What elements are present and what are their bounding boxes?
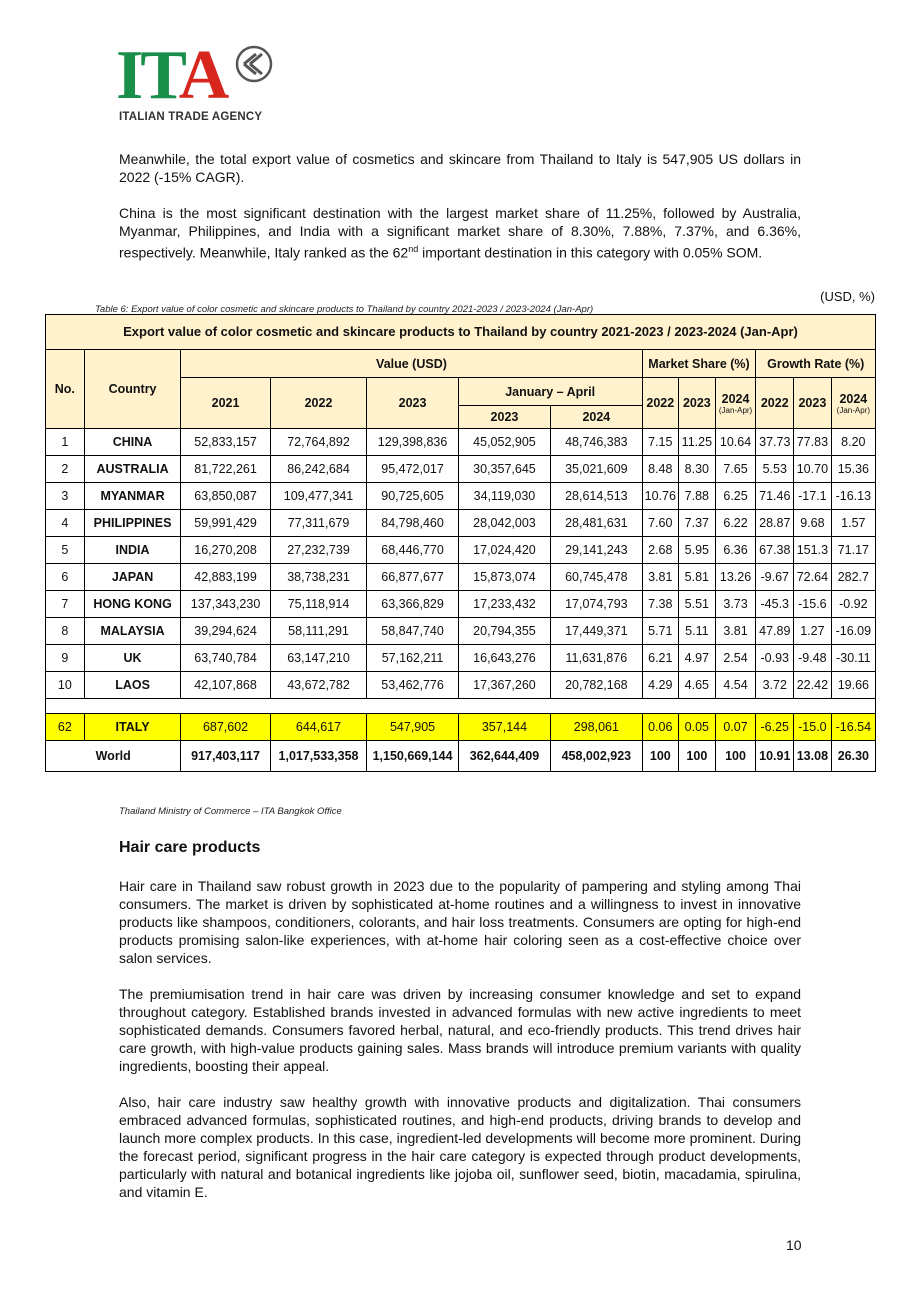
cell-country: ITALY — [84, 714, 181, 741]
cell-ms2022: 2.68 — [642, 537, 679, 564]
hair-paragraph-1: Hair care in Thailand saw robust growth in 2023 due to the popularity of pampering and styling among Thai consumers. The market is driven by sophisticated at-home routines and a willingness to invest in innovative products like shampoos, conditioners, colorants, and hair loss treatments. Consumers are opting for high-end products promising salon-like experiences, with at-home hair coloring seen as a cost-effective choice over salon services. — [119, 878, 801, 966]
cell-country: LAOS — [84, 672, 181, 699]
cell-ja2023: 17,024,420 — [458, 537, 550, 564]
cell-gr2023: 72.64 — [794, 564, 832, 591]
cell-ja2023: 17,367,260 — [458, 672, 550, 699]
cell-country: INDIA — [84, 537, 181, 564]
table-row — [46, 483, 876, 510]
cell-ms2024: 7.65 — [715, 456, 756, 483]
cell-ms2022: 3.81 — [642, 564, 679, 591]
cell-ms2023: 5.95 — [679, 537, 716, 564]
cell-gr2024: 71.17 — [831, 537, 875, 564]
header-gr-2023: 2023 — [794, 378, 832, 429]
table-row — [46, 564, 876, 591]
header-2022: 2022 — [270, 378, 367, 429]
table-row — [46, 645, 876, 672]
table-row-world — [46, 741, 876, 772]
cell-gr2023: 77.83 — [794, 429, 832, 456]
page-number: 10 — [786, 1237, 802, 1253]
header-ms-2024: 2024 (Jan-Apr) — [715, 378, 756, 429]
header-ja-2023: 2023 — [458, 406, 550, 429]
cell-ms2024: 6.36 — [715, 537, 756, 564]
cell-gr2023: 151.3 — [794, 537, 832, 564]
cell-ja2024: 48,746,383 — [551, 429, 642, 456]
cell-ms2024: 3.73 — [715, 591, 756, 618]
table-row — [46, 537, 876, 564]
cell-country: PHILIPPINES — [84, 510, 181, 537]
cell-gr2024: 8.20 — [831, 429, 875, 456]
cell-ms2024: 2.54 — [715, 645, 756, 672]
cell-v2023: 90,725,605 — [367, 483, 458, 510]
cell-gr2022: -0.93 — [756, 645, 794, 672]
cell-gr2024: 15.36 — [831, 456, 875, 483]
cell-v2021: 81,722,261 — [181, 456, 270, 483]
cell-no: 1 — [46, 429, 85, 456]
header-market-share: Market Share (%) — [642, 350, 756, 378]
cell-gr2023: 10.70 — [794, 456, 832, 483]
cell-no: 62 — [46, 714, 85, 741]
intro-paragraph-2: China is the most significant destination with the largest market share of 11.25%, followed by Australia, Myanmar, Philippines, and India with a significant market share of 8.30%, 7.88%, 7.37%, and 6.36%, respectively. Meanwhile, Italy ranked as the 62nd important destination in this category with 0.05% SOM. — [119, 205, 801, 261]
cell-v2022: 58,111,291 — [270, 618, 367, 645]
cell-ja2024: 28,481,631 — [551, 510, 642, 537]
logo-subtitle: ITALIAN TRADE AGENCY — [119, 111, 263, 123]
cell-no: 10 — [46, 672, 85, 699]
header-country: Country — [84, 350, 181, 429]
cell-gr2023: -17.1 — [794, 483, 832, 510]
intro-paragraph-1: Meanwhile, the total export value of cosmetics and skincare from Thailand to Italy is 547,905 US dollars in 2022 (-15% CAGR). — [119, 151, 801, 185]
cell-ms2023: 5.81 — [679, 564, 716, 591]
table-row — [46, 510, 876, 537]
table-body — [46, 429, 876, 699]
cell-gr2024: 282.7 — [831, 564, 875, 591]
cell-ja2023: 357,144 — [458, 714, 550, 741]
cell-ms2023: 100 — [679, 741, 716, 772]
cell-ja2023: 17,233,432 — [458, 591, 550, 618]
cell-v2022: 38,738,231 — [270, 564, 367, 591]
cell-ja2024: 60,745,478 — [551, 564, 642, 591]
logo-letters: ITA — [116, 38, 227, 114]
cell-gr2022: 5.53 — [756, 456, 794, 483]
cell-ja2023: 362,644,409 — [458, 741, 550, 772]
cell-gr2022: -6.25 — [756, 714, 794, 741]
cell-v2021: 16,270,208 — [181, 537, 270, 564]
cell-no: 5 — [46, 537, 85, 564]
cell-v2022: 75,118,914 — [270, 591, 367, 618]
cell-gr2022: 28.87 — [756, 510, 794, 537]
cell-gr2022: 37.73 — [756, 429, 794, 456]
cell-v2023: 547,905 — [367, 714, 458, 741]
table-row — [46, 429, 876, 456]
section-heading: Hair care products — [119, 839, 261, 856]
cell-v2022: 72,764,892 — [270, 429, 367, 456]
cell-ja2024: 298,061 — [551, 714, 642, 741]
cell-ms2023: 0.05 — [679, 714, 716, 741]
header-no: No. — [46, 350, 85, 429]
cell-v2022: 63,147,210 — [270, 645, 367, 672]
cell-v2023: 1,150,669,144 — [367, 741, 458, 772]
cell-no: 3 — [46, 483, 85, 510]
header-growth-rate: Growth Rate (%) — [756, 350, 876, 378]
cell-gr2024: -16.54 — [831, 714, 875, 741]
cell-v2022: 1,017,533,358 — [270, 741, 367, 772]
spacer-row — [46, 699, 876, 714]
cell-no: 4 — [46, 510, 85, 537]
cell-gr2022: 3.72 — [756, 672, 794, 699]
cell-v2022: 43,672,782 — [270, 672, 367, 699]
header-2023: 2023 — [367, 378, 458, 429]
cell-gr2023: 9.68 — [794, 510, 832, 537]
cell-v2021: 42,107,868 — [181, 672, 270, 699]
cell-v2023: 95,472,017 — [367, 456, 458, 483]
cell-ms2023: 5.11 — [679, 618, 716, 645]
cell-gr2023: 22.42 — [794, 672, 832, 699]
cell-gr2022: 47.89 — [756, 618, 794, 645]
cell-ja2024: 17,074,793 — [551, 591, 642, 618]
cell-v2022: 644,617 — [270, 714, 367, 741]
cell-gr2024: -16.13 — [831, 483, 875, 510]
cell-v2023: 53,462,776 — [367, 672, 458, 699]
cell-gr2023: -9.48 — [794, 645, 832, 672]
cell-ja2024: 11,631,876 — [551, 645, 642, 672]
export-table — [45, 314, 876, 772]
cell-ms2022: 7.38 — [642, 591, 679, 618]
cell-v2021: 917,403,117 — [181, 741, 270, 772]
cell-gr2024: -30.11 — [831, 645, 875, 672]
cell-country: JAPAN — [84, 564, 181, 591]
cell-gr2024: 19.66 — [831, 672, 875, 699]
cell-v2021: 39,294,624 — [181, 618, 270, 645]
cell-gr2023: 1.27 — [794, 618, 832, 645]
table-row-italy — [46, 714, 876, 741]
cell-v2021: 63,740,784 — [181, 645, 270, 672]
cell-v2021: 137,343,230 — [181, 591, 270, 618]
cell-ja2024: 20,782,168 — [551, 672, 642, 699]
cell-ms2024: 6.25 — [715, 483, 756, 510]
cell-gr2023: -15.0 — [794, 714, 832, 741]
cell-ms2023: 7.37 — [679, 510, 716, 537]
cell-no: 6 — [46, 564, 85, 591]
cell-ms2023: 5.51 — [679, 591, 716, 618]
cell-ms2022: 6.21 — [642, 645, 679, 672]
cell-country: MALAYSIA — [84, 618, 181, 645]
cell-ja2023: 15,873,074 — [458, 564, 550, 591]
cell-ms2023: 11.25 — [679, 429, 716, 456]
cell-country: AUSTRALIA — [84, 456, 181, 483]
cell-gr2022: -45.3 — [756, 591, 794, 618]
logo-circle — [237, 47, 271, 81]
cell-v2023: 57,162,211 — [367, 645, 458, 672]
cell-gr2023: -15.6 — [794, 591, 832, 618]
cell-ja2024: 28,614,513 — [551, 483, 642, 510]
cell-ms2024: 3.81 — [715, 618, 756, 645]
header-value: Value (USD) — [181, 350, 642, 378]
cell-v2021: 687,602 — [181, 714, 270, 741]
cell-ms2024: 13.26 — [715, 564, 756, 591]
cell-ms2023: 4.65 — [679, 672, 716, 699]
cell-ja2024: 29,141,243 — [551, 537, 642, 564]
cell-ms2024: 0.07 — [715, 714, 756, 741]
header-ms-2022: 2022 — [642, 378, 679, 429]
cell-world-label: World — [46, 741, 181, 772]
table-row — [46, 618, 876, 645]
unit-label: (USD, %) — [820, 289, 875, 304]
table-row — [46, 456, 876, 483]
logo-arrows — [244, 54, 262, 74]
cell-gr2022: 10.91 — [756, 741, 794, 772]
table-caption: Table 6: Export value of color cosmetic and skincare products to Thailand by country 2021-2023 / 2023-2024 (Jan-Apr) — [95, 304, 594, 315]
cell-no: 9 — [46, 645, 85, 672]
cell-ja2023: 45,052,905 — [458, 429, 550, 456]
cell-country: HONG KONG — [84, 591, 181, 618]
cell-ms2022: 7.15 — [642, 429, 679, 456]
cell-ms2022: 4.29 — [642, 672, 679, 699]
cell-gr2024: -0.92 — [831, 591, 875, 618]
cell-country: UK — [84, 645, 181, 672]
cell-ms2023: 4.97 — [679, 645, 716, 672]
cell-ja2023: 30,357,645 — [458, 456, 550, 483]
header-jan-apr: January – April — [458, 378, 642, 406]
cell-v2021: 59,991,429 — [181, 510, 270, 537]
cell-v2021: 63,850,087 — [181, 483, 270, 510]
cell-ms2023: 7.88 — [679, 483, 716, 510]
cell-gr2024: 1.57 — [831, 510, 875, 537]
cell-gr2024: 26.30 — [831, 741, 875, 772]
cell-gr2022: 71.46 — [756, 483, 794, 510]
cell-v2023: 66,877,677 — [367, 564, 458, 591]
cell-ms2024: 100 — [715, 741, 756, 772]
cell-ms2022: 0.06 — [642, 714, 679, 741]
cell-v2023: 129,398,836 — [367, 429, 458, 456]
cell-v2023: 68,446,770 — [367, 537, 458, 564]
cell-no: 8 — [46, 618, 85, 645]
cell-ja2023: 28,042,003 — [458, 510, 550, 537]
cell-v2021: 42,883,199 — [181, 564, 270, 591]
cell-country: MYANMAR — [84, 483, 181, 510]
header-gr-2024: 2024 (Jan-Apr) — [831, 378, 875, 429]
cell-ms2024: 4.54 — [715, 672, 756, 699]
table-source: Thailand Ministry of Commerce – ITA Bangkok Office — [119, 806, 342, 817]
table-title: Export value of color cosmetic and skincare products to Thailand by country 2021-2023 / 2023-2024 (Jan-Apr) — [46, 315, 876, 350]
hair-paragraph-2: The premiumisation trend in hair care was driven by increasing consumer knowledge and set to expand throughout category. Established brands invested in advanced formulas with new active ingredients to meet sophisticated demands. Consumers favored herbal, natural, and eco-friendly products. This trend drives hair care growth, with high-value products gaining sales. Mass brands will introduce premium variants with quality ingredients, boosting their appeal. — [119, 986, 801, 1074]
cell-ms2022: 7.60 — [642, 510, 679, 537]
cell-ja2023: 20,794,355 — [458, 618, 550, 645]
table-row — [46, 591, 876, 618]
hair-paragraph-3: Also, hair care industry saw healthy growth with innovative products and digitalization. Thai consumers embraced advanced formulas, sophisticated routines, and high-end products, driving brands to develop and launch more complex products. In this case, ingredient-led developments will become more prominent. During the forecast period, significant progress in the hair care category is expected through product developments, particularly with natural and botanical ingredients like jojoba oil, sunflower seed, biotin, macadamia, spirulina, and vitamin E. — [119, 1094, 801, 1200]
cell-ja2024: 35,021,609 — [551, 456, 642, 483]
cell-gr2022: 67.38 — [756, 537, 794, 564]
header-gr-2022: 2022 — [756, 378, 794, 429]
cell-ms2024: 10.64 — [715, 429, 756, 456]
cell-ms2024: 6.22 — [715, 510, 756, 537]
cell-gr2022: -9.67 — [756, 564, 794, 591]
cell-v2023: 58,847,740 — [367, 618, 458, 645]
cell-v2022: 27,232,739 — [270, 537, 367, 564]
cell-ms2022: 10.76 — [642, 483, 679, 510]
header-ja-2024: 2024 — [551, 406, 642, 429]
cell-v2022: 77,311,679 — [270, 510, 367, 537]
cell-no: 7 — [46, 591, 85, 618]
header-2021: 2021 — [181, 378, 270, 429]
cell-ms2023: 8.30 — [679, 456, 716, 483]
cell-ja2023: 34,119,030 — [458, 483, 550, 510]
cell-ja2024: 17,449,371 — [551, 618, 642, 645]
cell-ja2023: 16,643,276 — [458, 645, 550, 672]
cell-country: CHINA — [84, 429, 181, 456]
cell-gr2023: 13.08 — [794, 741, 832, 772]
cell-v2022: 86,242,684 — [270, 456, 367, 483]
cell-v2023: 63,366,829 — [367, 591, 458, 618]
cell-ms2022: 100 — [642, 741, 679, 772]
cell-gr2024: -16.09 — [831, 618, 875, 645]
cell-v2022: 109,477,341 — [270, 483, 367, 510]
header-ms-2023: 2023 — [679, 378, 716, 429]
table-row — [46, 672, 876, 699]
cell-v2023: 84,798,460 — [367, 510, 458, 537]
cell-ms2022: 8.48 — [642, 456, 679, 483]
cell-ms2022: 5.71 — [642, 618, 679, 645]
cell-v2021: 52,833,157 — [181, 429, 270, 456]
cell-ja2024: 458,002,923 — [551, 741, 642, 772]
cell-no: 2 — [46, 456, 85, 483]
